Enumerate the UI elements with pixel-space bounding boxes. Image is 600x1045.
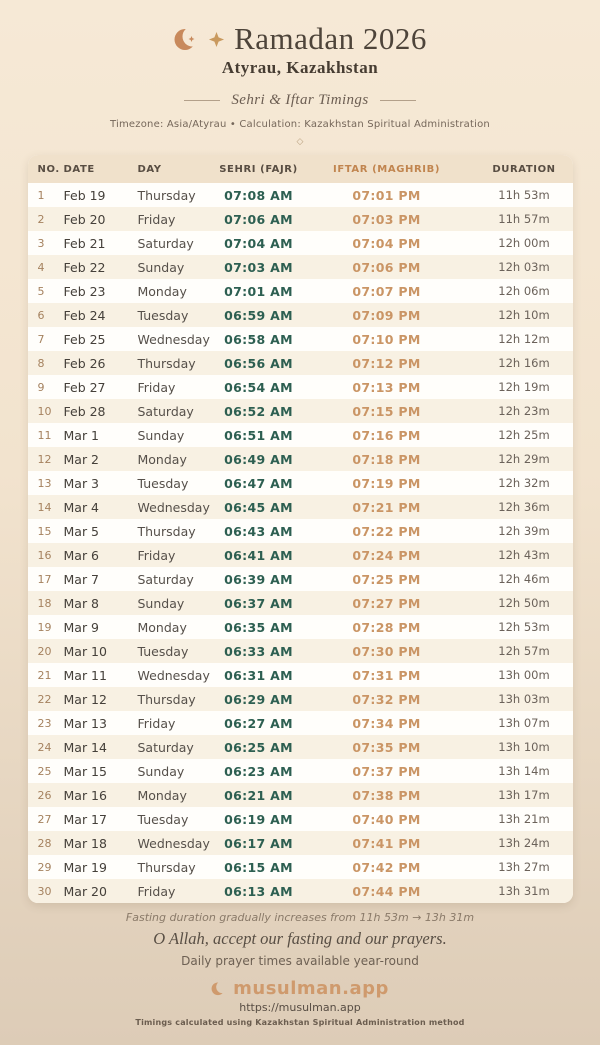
- cell-iftar-time: 07:22 PM: [352, 523, 421, 539]
- cell-sehri-time: 06:25 AM: [224, 739, 293, 755]
- cell-date: Mar 16: [63, 787, 107, 803]
- cell-iftar-time: 07:32 PM: [352, 691, 421, 707]
- col-header-iftar: IFTAR (MAGHRIB): [333, 163, 440, 175]
- cell-iftar-time: 07:04 PM: [352, 235, 421, 251]
- cell-day: Tuesday: [137, 475, 189, 491]
- cell-date: Mar 1: [63, 427, 100, 443]
- cell-day: Monday: [137, 283, 187, 299]
- cell-day: Saturday: [137, 403, 194, 419]
- cell-sehri-time: 06:39 AM: [224, 571, 293, 587]
- table-row: [28, 327, 573, 351]
- cell-duration: 13h 07m: [498, 716, 550, 730]
- cell-day: Sunday: [137, 259, 185, 275]
- cell-sehri-time: 06:58 AM: [224, 331, 293, 347]
- cell-no: 28: [37, 836, 52, 850]
- cell-day: Thursday: [137, 523, 196, 539]
- cell-iftar-time: 07:24 PM: [352, 547, 421, 563]
- cell-date: Mar 5: [63, 523, 100, 539]
- table-row: [28, 207, 573, 231]
- table-row: [28, 423, 573, 447]
- fasting-duration-note: Fasting duration gradually increases from 11h 53m → 13h 31m: [125, 911, 475, 924]
- cell-duration: 12h 32m: [498, 476, 550, 490]
- header-row: [28, 155, 573, 183]
- cell-date: Feb 27: [63, 379, 106, 395]
- cell-no: 4: [37, 260, 45, 274]
- page-header: [0, 0, 600, 148]
- cell-day: Saturday: [137, 235, 194, 251]
- cell-sehri-time: 06:49 AM: [224, 451, 293, 467]
- cell-duration: 13h 17m: [498, 788, 550, 802]
- section-title-row: [0, 91, 600, 109]
- cell-sehri-time: 06:33 AM: [224, 643, 293, 659]
- cell-iftar-time: 07:35 PM: [352, 739, 421, 755]
- cell-sehri-time: 06:21 AM: [224, 787, 293, 803]
- cell-day: Saturday: [137, 739, 194, 755]
- cell-duration: 12h 06m: [498, 284, 550, 298]
- table-row: [28, 471, 573, 495]
- cell-duration: 12h 03m: [498, 260, 550, 274]
- timezone-calculation-meta: Timezone: Asia/Atyrau • Calculation: Kazakhstan Spiritual Administration: [110, 119, 490, 130]
- cell-day: Sunday: [137, 763, 185, 779]
- cell-iftar-time: 07:44 PM: [352, 883, 421, 899]
- cell-date: Mar 18: [63, 835, 107, 851]
- cell-date: Mar 4: [63, 499, 100, 515]
- cell-sehri-time: 06:43 AM: [224, 523, 293, 539]
- cell-day: Thursday: [137, 187, 196, 203]
- cell-day: Thursday: [137, 691, 196, 707]
- cell-iftar-time: 07:09 PM: [352, 307, 421, 323]
- cell-duration: 13h 31m: [498, 884, 550, 898]
- cell-no: 1: [37, 188, 45, 202]
- brand-crescent-icon: [211, 981, 226, 996]
- timetable-body: [28, 183, 573, 903]
- cell-date: Mar 19: [63, 859, 107, 875]
- cell-iftar-time: 07:34 PM: [352, 715, 421, 731]
- cell-sehri-time: 06:15 AM: [224, 859, 293, 875]
- cell-duration: 12h 43m: [498, 548, 550, 562]
- cell-sehri-time: 06:59 AM: [224, 307, 293, 323]
- cell-day: Friday: [137, 379, 176, 395]
- cell-iftar-time: 07:06 PM: [352, 259, 421, 275]
- cell-sehri-time: 06:31 AM: [224, 667, 293, 683]
- cell-day: Monday: [137, 451, 187, 467]
- cell-sehri-time: 06:52 AM: [224, 403, 293, 419]
- cell-sehri-time: 07:04 AM: [224, 235, 293, 251]
- table-row: [28, 183, 573, 207]
- cell-day: Friday: [137, 883, 176, 899]
- cell-day: Wednesday: [137, 331, 210, 347]
- cell-iftar-time: 07:16 PM: [352, 427, 421, 443]
- cell-sehri-time: 06:19 AM: [224, 811, 293, 827]
- cell-no: 17: [37, 572, 52, 586]
- table-row: [28, 495, 573, 519]
- cell-duration: 13h 14m: [498, 764, 550, 778]
- cell-no: 22: [37, 692, 52, 706]
- table-row: [28, 567, 573, 591]
- cell-iftar-time: 07:25 PM: [352, 571, 421, 587]
- table-row: [28, 279, 573, 303]
- sparkle-star-icon: [208, 31, 225, 48]
- cell-no: 23: [37, 716, 52, 730]
- cell-day: Sunday: [137, 595, 185, 611]
- col-header-duration: DURATION: [492, 163, 556, 175]
- cell-day: Wednesday: [137, 499, 210, 515]
- cell-iftar-time: 07:28 PM: [352, 619, 421, 635]
- cell-no: 9: [37, 380, 45, 394]
- cell-no: 11: [37, 428, 52, 442]
- table-row: [28, 351, 573, 375]
- cell-sehri-time: 06:37 AM: [224, 595, 293, 611]
- cell-date: Mar 3: [63, 475, 100, 491]
- cell-no: 29: [37, 860, 52, 874]
- cell-iftar-time: 07:30 PM: [352, 643, 421, 659]
- cell-iftar-time: 07:41 PM: [352, 835, 421, 851]
- cell-day: Saturday: [137, 571, 194, 587]
- cell-duration: 12h 25m: [498, 428, 550, 442]
- cell-sehri-time: 06:35 AM: [224, 619, 293, 635]
- table-row: [28, 255, 573, 279]
- dua-quote: O Allah, accept our fasting and our prayers.: [153, 929, 447, 948]
- cell-iftar-time: 07:12 PM: [352, 355, 421, 371]
- table-row: [28, 399, 573, 423]
- cell-duration: 13h 00m: [498, 668, 550, 682]
- cell-sehri-time: 06:13 AM: [224, 883, 293, 899]
- cell-no: 19: [37, 620, 52, 634]
- cell-no: 15: [37, 524, 52, 538]
- brand-name[interactable]: musulman.app: [233, 977, 389, 999]
- cell-iftar-time: 07:07 PM: [352, 283, 421, 299]
- cell-duration: 12h 36m: [498, 500, 550, 514]
- calculation-method-note: Timings calculated using Kazakhstan Spiritual Administration method: [135, 1018, 465, 1027]
- cell-date: Mar 8: [63, 595, 100, 611]
- cell-sehri-time: 06:56 AM: [224, 355, 293, 371]
- cell-date: Mar 2: [63, 451, 100, 467]
- cell-iftar-time: 07:27 PM: [352, 595, 421, 611]
- title-row: [0, 20, 600, 58]
- cell-duration: 12h 19m: [498, 380, 550, 394]
- table-row: [28, 303, 573, 327]
- cell-iftar-time: 07:03 PM: [352, 211, 421, 227]
- table-row: [28, 807, 573, 831]
- cell-day: Friday: [137, 547, 176, 563]
- cell-duration: 13h 27m: [498, 860, 550, 874]
- table-row: [28, 375, 573, 399]
- cell-iftar-time: 07:31 PM: [352, 667, 421, 683]
- col-header-day: DAY: [137, 163, 162, 175]
- cell-day: Wednesday: [137, 667, 210, 683]
- cell-duration: 13h 21m: [498, 812, 550, 826]
- cell-no: 24: [37, 740, 52, 754]
- cell-date: Feb 21: [63, 235, 106, 251]
- cell-duration: 11h 53m: [498, 188, 550, 202]
- cell-iftar-time: 07:10 PM: [352, 331, 421, 347]
- cell-day: Thursday: [137, 355, 196, 371]
- table-row: [28, 591, 573, 615]
- table-row: [28, 855, 573, 879]
- cell-no: 25: [37, 764, 52, 778]
- table-row: [28, 639, 573, 663]
- cell-day: Monday: [137, 787, 187, 803]
- table-row: [28, 759, 573, 783]
- cell-date: Mar 17: [63, 811, 107, 827]
- cell-duration: 12h 39m: [498, 524, 550, 538]
- cell-date: Mar 15: [63, 763, 107, 779]
- cell-duration: 12h 50m: [498, 596, 550, 610]
- cell-date: Feb 26: [63, 355, 106, 371]
- cell-sehri-time: 06:29 AM: [224, 691, 293, 707]
- timetable-card: [28, 155, 573, 903]
- cell-sehri-time: 06:45 AM: [224, 499, 293, 515]
- cell-duration: 13h 03m: [498, 692, 550, 706]
- table-row: [28, 663, 573, 687]
- availability-note: Daily prayer times available year-round: [181, 954, 419, 968]
- table-row: [28, 711, 573, 735]
- page-footer: [0, 911, 600, 1027]
- table-row: [28, 519, 573, 543]
- cell-duration: 11h 57m: [498, 212, 550, 226]
- cell-date: Feb 24: [63, 307, 106, 323]
- cell-duration: 13h 24m: [498, 836, 550, 850]
- diamond-ornament-icon: ◇: [296, 137, 304, 147]
- cell-sehri-time: 06:17 AM: [224, 835, 293, 851]
- cell-iftar-time: 07:01 PM: [352, 187, 421, 203]
- table-row: [28, 879, 573, 903]
- cell-sehri-time: 06:41 AM: [224, 547, 293, 563]
- cell-iftar-time: 07:13 PM: [352, 379, 421, 395]
- cell-duration: 12h 16m: [498, 356, 550, 370]
- cell-no: 16: [37, 548, 52, 562]
- table-row: [28, 831, 573, 855]
- cell-date: Feb 19: [63, 187, 106, 203]
- divider-line-left: [184, 100, 220, 101]
- cell-day: Tuesday: [137, 643, 189, 659]
- cell-date: Mar 12: [63, 691, 107, 707]
- cell-date: Mar 13: [63, 715, 107, 731]
- cell-iftar-time: 07:40 PM: [352, 811, 421, 827]
- cell-iftar-time: 07:38 PM: [352, 787, 421, 803]
- cell-day: Monday: [137, 619, 187, 635]
- cell-sehri-time: 06:27 AM: [224, 715, 293, 731]
- cell-day: Friday: [137, 715, 176, 731]
- cell-date: Feb 23: [63, 283, 106, 299]
- timetable: [28, 155, 573, 903]
- cell-sehri-time: 06:23 AM: [224, 763, 293, 779]
- cell-duration: 12h 23m: [498, 404, 550, 418]
- location-subtitle: Atyrau, Kazakhstan: [221, 58, 379, 77]
- cell-no: 14: [37, 500, 52, 514]
- cell-duration: 13h 10m: [498, 740, 550, 754]
- cell-day: Sunday: [137, 427, 185, 443]
- cell-day: Thursday: [137, 859, 196, 875]
- table-row: [28, 687, 573, 711]
- cell-day: Tuesday: [137, 811, 189, 827]
- cell-no: 30: [37, 884, 52, 898]
- cell-date: Mar 11: [63, 667, 107, 683]
- cell-sehri-time: 07:01 AM: [224, 283, 293, 299]
- table-row: [28, 615, 573, 639]
- cell-sehri-time: 07:08 AM: [224, 187, 293, 203]
- cell-day: Friday: [137, 211, 176, 227]
- brand-row[interactable]: [0, 977, 600, 999]
- table-row: [28, 735, 573, 759]
- cell-date: Mar 10: [63, 643, 107, 659]
- cell-no: 6: [37, 308, 45, 322]
- cell-date: Mar 6: [63, 547, 100, 563]
- cell-iftar-time: 07:42 PM: [352, 859, 421, 875]
- cell-iftar-time: 07:21 PM: [352, 499, 421, 515]
- cell-sehri-time: 06:51 AM: [224, 427, 293, 443]
- brand-url[interactable]: https://musulman.app: [239, 1001, 361, 1014]
- cell-date: Mar 9: [63, 619, 100, 635]
- cell-duration: 12h 53m: [498, 620, 550, 634]
- page-title: Ramadan 2026: [234, 21, 427, 56]
- cell-duration: 12h 12m: [498, 332, 550, 346]
- divider-line-right: [380, 100, 416, 101]
- table-row: [28, 783, 573, 807]
- cell-date: Feb 22: [63, 259, 106, 275]
- timetable-head: [28, 155, 573, 183]
- cell-date: Feb 20: [63, 211, 106, 227]
- cell-no: 26: [37, 788, 52, 802]
- cell-date: Feb 25: [63, 331, 106, 347]
- cell-date: Mar 20: [63, 883, 107, 899]
- cell-no: 18: [37, 596, 52, 610]
- cell-no: 5: [37, 284, 45, 298]
- cell-duration: 12h 57m: [498, 644, 550, 658]
- cell-no: 27: [37, 812, 52, 826]
- cell-sehri-time: 06:47 AM: [224, 475, 293, 491]
- cell-duration: 12h 00m: [498, 236, 550, 250]
- cell-duration: 12h 10m: [498, 308, 550, 322]
- cell-no: 3: [37, 236, 45, 250]
- col-header-sehri: SEHRI (FAJR): [219, 163, 298, 175]
- cell-date: Mar 7: [63, 571, 100, 587]
- cell-no: 21: [37, 668, 52, 682]
- cell-duration: 12h 46m: [498, 572, 550, 586]
- table-row: [28, 231, 573, 255]
- cell-iftar-time: 07:18 PM: [352, 451, 421, 467]
- cell-day: Wednesday: [137, 835, 210, 851]
- cell-no: 10: [37, 404, 52, 418]
- cell-sehri-time: 07:06 AM: [224, 211, 293, 227]
- cell-no: 12: [37, 452, 52, 466]
- cell-day: Tuesday: [137, 307, 189, 323]
- cell-no: 2: [37, 212, 45, 226]
- cell-no: 8: [37, 356, 45, 370]
- cell-iftar-time: 07:37 PM: [352, 763, 421, 779]
- cell-duration: 12h 29m: [498, 452, 550, 466]
- cell-no: 13: [37, 476, 52, 490]
- cell-date: Mar 14: [63, 739, 107, 755]
- cell-date: Feb 28: [63, 403, 106, 419]
- table-row: [28, 543, 573, 567]
- section-title: Sehri & Iftar Timings: [231, 91, 369, 108]
- cell-no: 20: [37, 644, 52, 658]
- col-header-date: DATE: [63, 163, 95, 175]
- cell-sehri-time: 06:54 AM: [224, 379, 293, 395]
- cell-no: 7: [37, 332, 45, 346]
- crescent-moon-icon: [173, 26, 199, 52]
- cell-sehri-time: 07:03 AM: [224, 259, 293, 275]
- table-row: [28, 447, 573, 471]
- cell-iftar-time: 07:19 PM: [352, 475, 421, 491]
- col-header-no: NO.: [37, 163, 60, 175]
- cell-iftar-time: 07:15 PM: [352, 403, 421, 419]
